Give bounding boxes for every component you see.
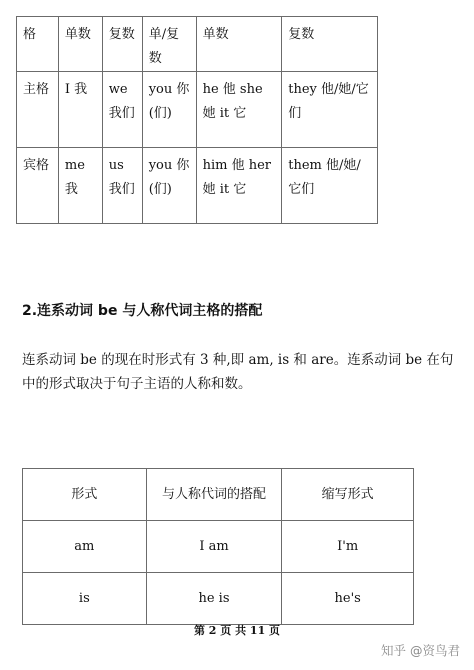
table-header-row xyxy=(23,469,414,521)
table-cell: he 他 she 她 it 它 xyxy=(196,72,282,148)
table-cell: is xyxy=(23,573,147,625)
table-cell: am xyxy=(23,521,147,573)
table-cell: 格 xyxy=(17,17,59,72)
table-row xyxy=(17,72,378,148)
table-cell: us 我们 xyxy=(102,148,142,224)
table-row xyxy=(17,17,378,72)
table-cell: 复数 xyxy=(102,17,142,72)
table-cell: I 我 xyxy=(58,72,102,148)
table-cell: them 他/她/它们 xyxy=(282,148,378,224)
table-cell: he's xyxy=(282,573,414,625)
section-paragraph: 连系动词 be 的现在时形式有 3 种,即 am, is 和 are。连系动词 be 在句中的形式取决于句子主语的人称和数。 xyxy=(22,352,454,392)
table-cell: you 你(们) xyxy=(142,72,196,148)
table-cell: 主格 xyxy=(17,72,59,148)
table-cell: they 他/她/它们 xyxy=(282,72,378,148)
table-cell: we 我们 xyxy=(102,72,142,148)
table-cell: 单/复数 xyxy=(142,17,196,72)
table-cell: I am xyxy=(146,521,282,573)
table-cell: he is xyxy=(146,573,282,625)
table-cell: I'm xyxy=(282,521,414,573)
be-verb-table xyxy=(22,468,414,625)
table-row xyxy=(17,148,378,224)
table-cell: 宾格 xyxy=(17,148,59,224)
table-row xyxy=(23,573,414,625)
section-heading: 2.连系动词 be 与人称代词主格的搭配 xyxy=(22,303,263,319)
table-row xyxy=(23,521,414,573)
watermark-text: 知乎 @资鸟君 xyxy=(381,643,460,658)
table-cell: me 我 xyxy=(58,148,102,224)
column-header: 与人称代词的搭配 xyxy=(146,469,282,521)
table-cell: 复数 xyxy=(282,17,378,72)
table-cell: him 他 her 她 it 它 xyxy=(196,148,282,224)
page-number: 第 2 页 共 11 页 xyxy=(193,624,281,637)
column-header: 缩写形式 xyxy=(282,469,414,521)
table-cell: 单数 xyxy=(196,17,282,72)
pronoun-table xyxy=(16,16,378,224)
table-cell: 单数 xyxy=(58,17,102,72)
column-header: 形式 xyxy=(23,469,147,521)
table-cell: you 你(们) xyxy=(142,148,196,224)
